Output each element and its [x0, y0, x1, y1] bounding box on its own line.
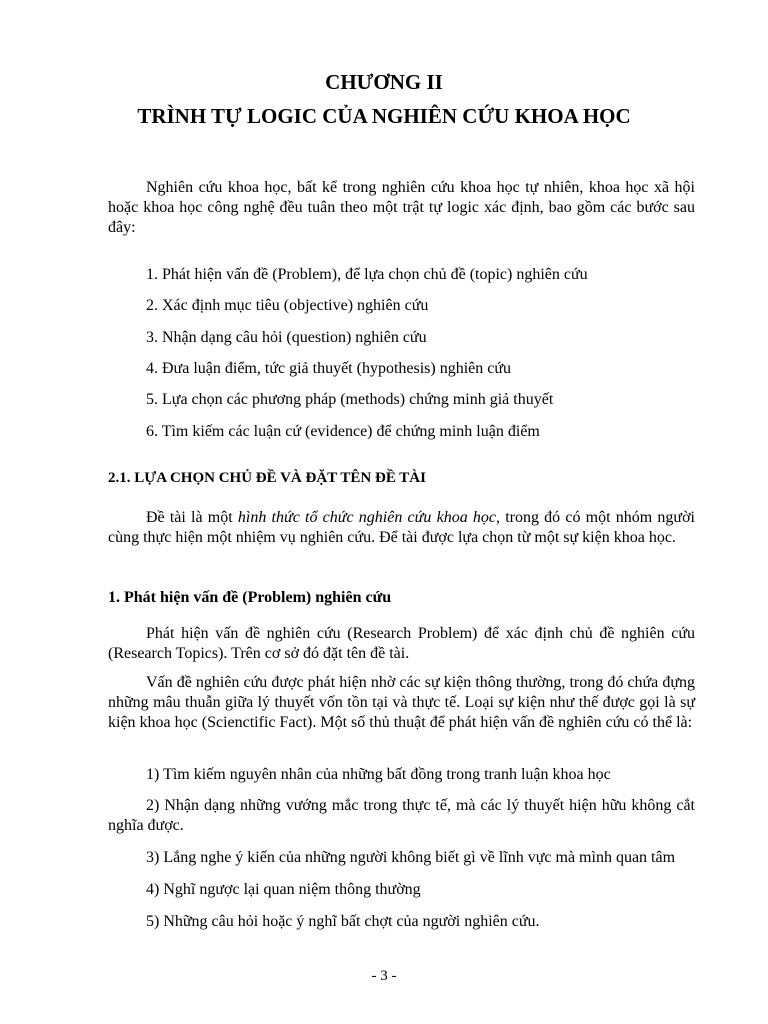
subsection-paragraph: Phát hiện vấn đề nghiên cứu (Research Problem) để xác định chủ đề nghiên cứu (Research Topics). Trên cơ sở đó đặt tên đề tài.: [108, 625, 695, 662]
step-item: 5. Lựa chọn các phương pháp (methods) chứng minh giả thuyết: [146, 391, 554, 408]
section-heading: 2.1. LỰA CHỌN CHỦ ĐỀ VÀ ĐẶT TÊN ĐỀ TÀI: [108, 470, 426, 486]
step-item: 2. Xác định mục tiêu (objective) nghiên cứu: [146, 297, 429, 314]
subsection-paragraph: Vấn đề nghiên cứu được phát hiện nhờ các sự kiện thông thường, trong đó chứa đựng những mâu thuẫn giữa lý thuyết vốn tồn tại và thực tế. Loại sự kiện như thế được gọi là sự kiện khoa học (Scienctific Fact). Một số thủ thuật để phát hiện vấn đề nghiên cứu có thể là:: [108, 674, 695, 731]
technique-item: 4) Nghĩ ngược lại quan niệm thông thường: [146, 881, 421, 898]
subsection-heading: 1. Phát hiện vấn đề (Problem) nghiên cứu: [108, 589, 392, 606]
section-paragraph: [108, 508, 695, 548]
step-item: 4. Đưa luận điểm, tức giả thuyết (hypothesis) nghiên cứu: [146, 360, 512, 377]
step-item: 6. Tìm kiếm các luận cứ (evidence) để chứng minh luận điểm: [146, 423, 540, 440]
technique-item: 1) Tìm kiếm nguyên nhân của những bất đồng trong tranh luận khoa học: [146, 766, 611, 783]
chapter-number: CHƯƠNG II: [325, 70, 443, 94]
page-number: - 3 -: [371, 968, 397, 984]
section-paragraph-emphasis: hình thức tổ chức nghiên cứu khoa học: [237, 509, 496, 526]
intro-paragraph: Nghiên cứu khoa học, bất kể trong nghiên cứu khoa học tự nhiên, khoa học xã hội hoặc khoa học công nghệ đều tuân theo một trật tự logic xác định, bao gồm các bước sau đây:: [108, 179, 695, 236]
technique-item: 3) Lắng nghe ý kiến của những người không biết gì về lĩnh vực mà mình quan tâm: [146, 849, 676, 866]
section-paragraph-end: , trong đó có một nhóm người cùng thực hiện một nhiệm vụ nghiên cứu. Để tài được lựa chọn từ một sự kiện khoa học.: [108, 509, 696, 546]
section-paragraph-start: Đề tài là một: [146, 509, 238, 526]
step-item: 1. Phát hiện vấn đề (Problem), để lựa chọn chủ đề (topic) nghiên cứu: [146, 266, 588, 283]
step-item: 3. Nhận dạng câu hỏi (question) nghiên cứu: [146, 329, 427, 346]
chapter-title: TRÌNH TỰ LOGIC CỦA NGHIÊN CỨU KHOA HỌC: [137, 104, 631, 128]
technique-item: 2) Nhận dạng những vướng mắc trong thực tế, mà các lý thuyết hiện hữu không cắt nghĩa được.: [108, 797, 695, 834]
technique-item: 5) Những câu hỏi hoặc ý nghĩ bất chợt của người nghiên cứu.: [146, 913, 540, 930]
